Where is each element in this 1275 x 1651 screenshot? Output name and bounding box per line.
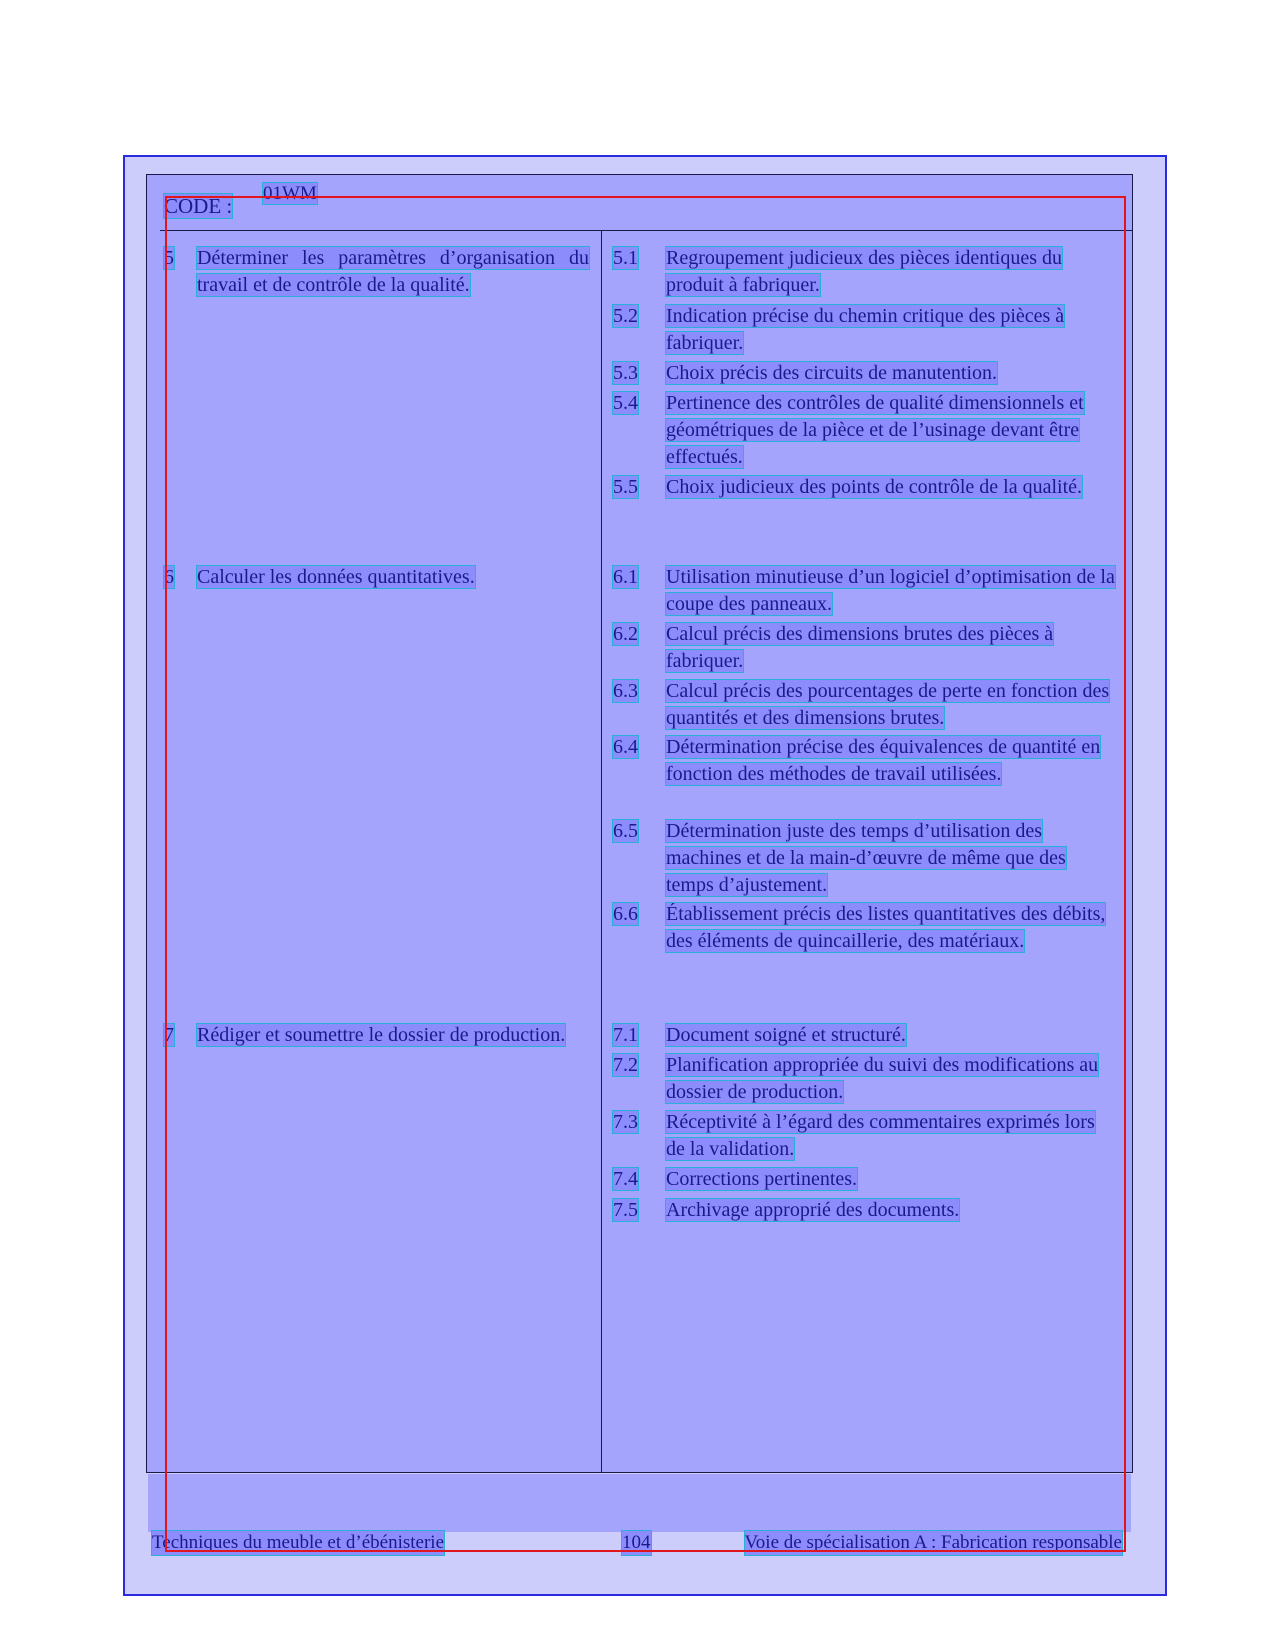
criterion-text: Utilisation minutieuse d’un logiciel d’optimisation de la coupe des panneaux. (666, 566, 1115, 615)
competency-statement: Déterminer les paramètres d’organisation du travail et de contrôle de la qualité. (197, 247, 589, 296)
criterion-number: 6.6 (613, 903, 638, 925)
criterion-text: Détermination juste des temps d’utilisation des machines et de la main-d’œuvre de même que des temps d’ajustement. (666, 820, 1066, 896)
criterion-text: Calcul précis des pourcentages de perte en fonction des quantités et des dimensions brutes. (666, 680, 1110, 729)
criterion-number: 6.2 (613, 623, 638, 645)
criterion-text: Réceptivité à l’égard des commentaires exprimés lors de la validation. (666, 1111, 1095, 1160)
header-divider (160, 230, 1133, 231)
footer-program: Techniques du meuble et d’ébénisterie (152, 1532, 445, 1553)
criterion-number: 7.1 (613, 1024, 638, 1046)
criterion-number: 7.4 (613, 1168, 638, 1190)
criterion-text: Indication précise du chemin critique des pièces à fabriquer. (666, 305, 1065, 354)
code-label: CODE : (164, 194, 233, 218)
competency-statement: Rédiger et soumettre le dossier de production. (197, 1024, 566, 1046)
competency-number: 6 (164, 566, 174, 588)
criterion-number: 5.5 (613, 476, 638, 498)
criterion-number: 6.3 (613, 680, 638, 702)
criterion-number: 5.3 (613, 362, 638, 384)
criterion-text: Établissement précis des listes quantitatives des débits, des éléments de quincaillerie, des matériaux. (666, 903, 1106, 952)
criterion-number: 5.4 (613, 392, 638, 414)
criterion-text: Document soigné et structuré. (666, 1024, 906, 1046)
criterion-text: Pertinence des contrôles de qualité dimensionnels et géométriques de la pièce et de l’usinage devant être effectués. (666, 392, 1084, 468)
criterion-number: 6.5 (613, 820, 638, 842)
criterion-text: Choix précis des circuits de manutention. (666, 362, 998, 384)
competency-number: 7 (164, 1024, 174, 1046)
competency-statement: Calculer les données quantitatives. (197, 566, 475, 588)
competency-number: 5 (164, 247, 174, 269)
page-number: 104 (622, 1532, 651, 1553)
criterion-text: Choix judicieux des points de contrôle de la qualité. (666, 476, 1083, 498)
footer-specialization: Voie de spécialisation A : Fabrication responsable (744, 1532, 1122, 1553)
criterion-number: 6.4 (613, 736, 638, 758)
criterion-number: 7.2 (613, 1054, 638, 1076)
criterion-number: 5.2 (613, 305, 638, 327)
criterion-text: Archivage approprié des documents. (666, 1199, 960, 1221)
criterion-text: Détermination précise des équivalences de quantité en fonction des méthodes de travail utilisées. (666, 736, 1101, 785)
criterion-number: 5.1 (613, 247, 638, 269)
criterion-number: 7.5 (613, 1199, 638, 1221)
code-value: 01WM (263, 183, 317, 204)
criterion-text: Regroupement judicieux des pièces identiques du produit à fabriquer. (666, 247, 1063, 296)
criterion-number: 7.3 (613, 1111, 638, 1133)
criterion-number: 6.1 (613, 566, 638, 588)
criterion-text: Calcul précis des dimensions brutes des pièces à fabriquer. (666, 623, 1054, 672)
page-bottom-area (148, 1474, 1131, 1532)
criterion-text: Corrections pertinentes. (666, 1168, 858, 1190)
column-divider (601, 231, 602, 1473)
criterion-text: Planification appropriée du suivi des modifications au dossier de production. (666, 1054, 1099, 1103)
page-footer (152, 1531, 1122, 1555)
